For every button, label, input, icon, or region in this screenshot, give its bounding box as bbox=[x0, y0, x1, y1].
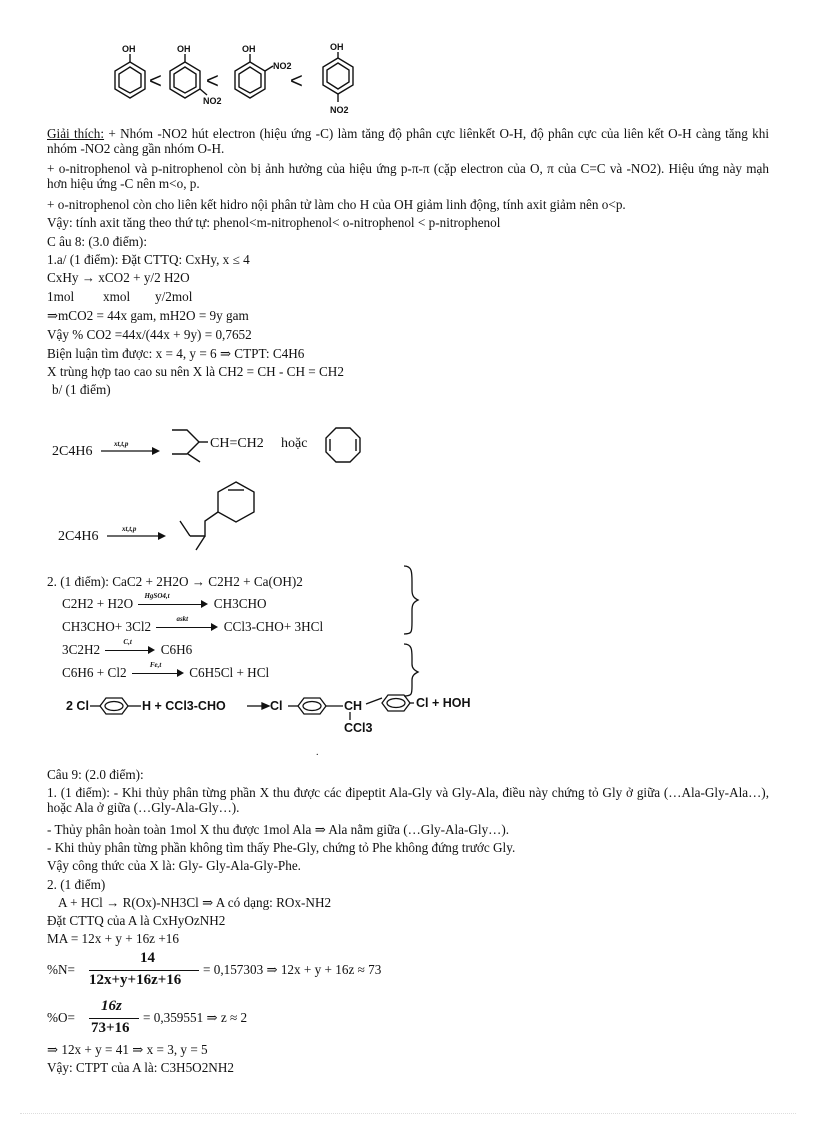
ddt-cl-left: Cl bbox=[270, 699, 283, 713]
ddt-benzene-3 bbox=[382, 695, 410, 711]
cau8-percent: Vậy % CO2 =44x/(44x + 9y) = 0,7652 bbox=[47, 327, 252, 342]
cau8-2-line-4 bbox=[62, 638, 193, 657]
cau9-line-6: A + HCl → R(Ox)-NH3Cl ⇒ A có dạng: ROx-NH2 bbox=[58, 895, 332, 910]
cau9-line-7: Đặt CTTQ của A là CxHyOzNH2 bbox=[47, 913, 226, 928]
l2-product: CH3CHO bbox=[213, 596, 267, 611]
o-oh-label: OH bbox=[242, 44, 256, 54]
ddt-2cl: 2 Cl bbox=[66, 699, 89, 713]
explanation-conclusion: Vậy: tính axit tăng theo thứ tự: phenol<m-nitrophenol< o-nitrophenol < p-nitrophenol bbox=[47, 215, 501, 230]
l4-reactants: 3C2H2 bbox=[62, 642, 101, 657]
cau8-2-line-5 bbox=[62, 661, 270, 680]
ddt-cl-hoh: Cl + HOH bbox=[416, 696, 471, 710]
or-label: hoặc bbox=[281, 436, 308, 451]
l2-condition: HgSO4,t bbox=[144, 592, 170, 600]
cau8-mass: ⇒mCO2 = 44x gam, mH2O = 9y gam bbox=[47, 308, 249, 323]
l2-reactants: C2H2 + H2O bbox=[62, 596, 134, 611]
l4-product: C6H6 bbox=[160, 642, 193, 657]
cau8-result: Biện luận tìm được: x = 4, y = 6 ⇒ CTPT: C4H6 bbox=[47, 346, 305, 361]
rx2-reactant: 2C4H6 bbox=[58, 529, 99, 544]
nitrogen-fraction bbox=[47, 950, 447, 990]
cau9-part2: 2. (1 điểm) bbox=[47, 877, 106, 892]
explanation-label: Giải thích: bbox=[47, 126, 105, 141]
n-rhs: = 0,157303 ⇒ 12x + y + 16z ≈ 73 bbox=[203, 962, 382, 977]
cau9-part1: 1. (1 điểm): - Khi thủy phân từng phần X thu được các đipeptit Ala-Gly và Gly-Ala, điều này chứng tỏ Gly ở giữa (…Ala-Gly-Ala…), hoặc Ala ở giữa (…Gly-Ala-Gly…). bbox=[47, 785, 769, 815]
cau8-2-line-2 bbox=[62, 592, 267, 611]
cau8-2-line-1: 2. (1 điểm): CaC2 + 2H2O → C2H2 + Ca(OH)2 bbox=[47, 574, 303, 589]
l3-condition: askt bbox=[176, 615, 189, 623]
ddt-ccl3: CCl3 bbox=[344, 721, 373, 735]
cau8-heading: C âu 8: (3.0 điểm): bbox=[47, 234, 147, 249]
l4-condition: C,t bbox=[123, 638, 132, 646]
l2-arrow bbox=[136, 592, 210, 608]
n-lhs: %N= bbox=[47, 962, 75, 977]
acidity-structures bbox=[0, 0, 816, 125]
cau9-heading: Câu 9: (2.0 điểm): bbox=[47, 767, 144, 782]
ddt-h-plus-chloral: H + CCl3-CHO bbox=[142, 699, 226, 713]
l5-arrow bbox=[130, 661, 186, 677]
cau8-a: 1.a/ (1 điểm): Đặt CTTQ: CxHy, x ≤ 4 bbox=[47, 252, 250, 267]
cau8-2-line-3 bbox=[62, 615, 324, 634]
ddt-benzene-1 bbox=[100, 698, 128, 714]
vinyl-label: CH=CH2 bbox=[210, 436, 264, 451]
l5-product: C6H5Cl + HCl bbox=[189, 665, 270, 680]
n-numerator: 14 bbox=[140, 950, 155, 966]
cau9-line-10: Vậy: CTPT của A là: C3H5O2NH2 bbox=[47, 1060, 234, 1075]
mol-1: 1mol bbox=[47, 289, 75, 304]
explanation-line-3: + o-nitrophenol còn cho liên kết hidro nội phân tử làm cho H của OH giảm linh động, tính axit giảm nên o<p. bbox=[47, 197, 626, 212]
dimerization-diagram bbox=[0, 410, 816, 580]
right-braces bbox=[398, 562, 438, 702]
cau9-line-3: - Khi thủy phân từng phần không tìm thấy Phe-Gly, chứng tỏ Phe không đứng trước Gly. bbox=[47, 840, 516, 855]
ddt-ch: CH bbox=[344, 699, 363, 713]
butenyl-cyclohexene bbox=[180, 482, 254, 550]
less-than-2: < bbox=[206, 68, 219, 93]
oxygen-fraction bbox=[47, 998, 447, 1038]
cau8-b: b/ (1 điểm) bbox=[52, 382, 111, 397]
o-no2-label: NO2 bbox=[273, 61, 292, 71]
l4-arrow bbox=[103, 638, 157, 654]
m-no2-label: NO2 bbox=[203, 96, 222, 106]
cau9-line-4: Vậy công thức của X là: Gly- Gly-Ala-Gly-Phe. bbox=[47, 858, 301, 873]
explanation-text-1: + Nhóm -NO2 hút electron (hiệu ứng -C) làm tăng độ phân cực liênkết O-H, độ phân cực của liên kết O-H càng tăng khi nhóm -NO2 càng gần nhóm O-H. bbox=[47, 126, 769, 156]
l3-reactants: CH3CHO+ 3Cl2 bbox=[62, 619, 152, 634]
stray-dot: . bbox=[316, 747, 319, 758]
l3-product: CCl3-CHO+ 3HCl bbox=[223, 619, 324, 634]
mol-2: xmol bbox=[103, 289, 131, 304]
cau9-line-9: ⇒ 12x + y = 41 ⇒ x = 3, y = 5 bbox=[47, 1042, 208, 1057]
rx1-reactant: 2C4H6 bbox=[52, 444, 93, 459]
cyclooctadiene bbox=[326, 428, 360, 462]
less-than-3: < bbox=[290, 68, 303, 93]
cau8-polymer: X trùng hợp tao cao su nên X là CH2 = CH - CH = CH2 bbox=[47, 364, 344, 379]
o-nitrophenol-ring bbox=[235, 54, 273, 98]
page-bottom-rule bbox=[20, 1113, 796, 1114]
o-rhs: = 0,359551 ⇒ z ≈ 2 bbox=[143, 1010, 248, 1025]
o-denominator: 73+16 bbox=[91, 1020, 130, 1036]
phenol-oh-label: OH bbox=[122, 44, 136, 54]
p-oh-label: OH bbox=[330, 42, 344, 52]
ddt-benzene-2 bbox=[298, 698, 326, 714]
explanation-line-1 bbox=[47, 126, 769, 156]
explanation-line-2: + o-nitrophenol và p-nitrophenol còn bị ảnh hưởng của hiệu ứng p-π-π (cặp electron của O, π của C=C và -NO2). Hiệu ứng này mạh hơn hiệu ứng -C nên m<o, p. bbox=[47, 161, 769, 191]
m-nitrophenol-ring bbox=[170, 54, 207, 98]
l3-arrow bbox=[154, 615, 220, 631]
l5-condition: Fe,t bbox=[149, 661, 162, 669]
l5-reactants: C6H6 + Cl2 bbox=[62, 665, 127, 680]
rx1-condition: xt,t,p bbox=[114, 440, 129, 448]
phenol-ring bbox=[115, 54, 145, 98]
m-oh-label: OH bbox=[177, 44, 191, 54]
p-no2-label: NO2 bbox=[330, 105, 349, 115]
ddt-synthesis bbox=[0, 688, 816, 748]
rx2-condition: xt,t,p bbox=[122, 525, 137, 533]
mol-3: y/2mol bbox=[155, 289, 193, 304]
p-nitrophenol-ring bbox=[323, 52, 353, 102]
o-lhs: %O= bbox=[47, 1010, 75, 1025]
cau8-moles bbox=[47, 289, 193, 304]
cau9-line-2: - Thủy phân hoàn toàn 1mol X thu được 1mol Ala ⇒ Ala nằm giữa (…Gly-Ala-Gly…). bbox=[47, 822, 510, 837]
less-than-1: < bbox=[149, 68, 162, 93]
n-denominator: 12x+y+16z+16 bbox=[89, 972, 182, 988]
cau9-line-8: MA = 12x + y + 16z +16 bbox=[47, 931, 179, 946]
vinyl-cyclohexene bbox=[172, 430, 208, 462]
o-numerator: 16z bbox=[101, 998, 122, 1014]
cau8-equation: CxHy → xCO2 + y/2 H2O bbox=[47, 270, 190, 285]
